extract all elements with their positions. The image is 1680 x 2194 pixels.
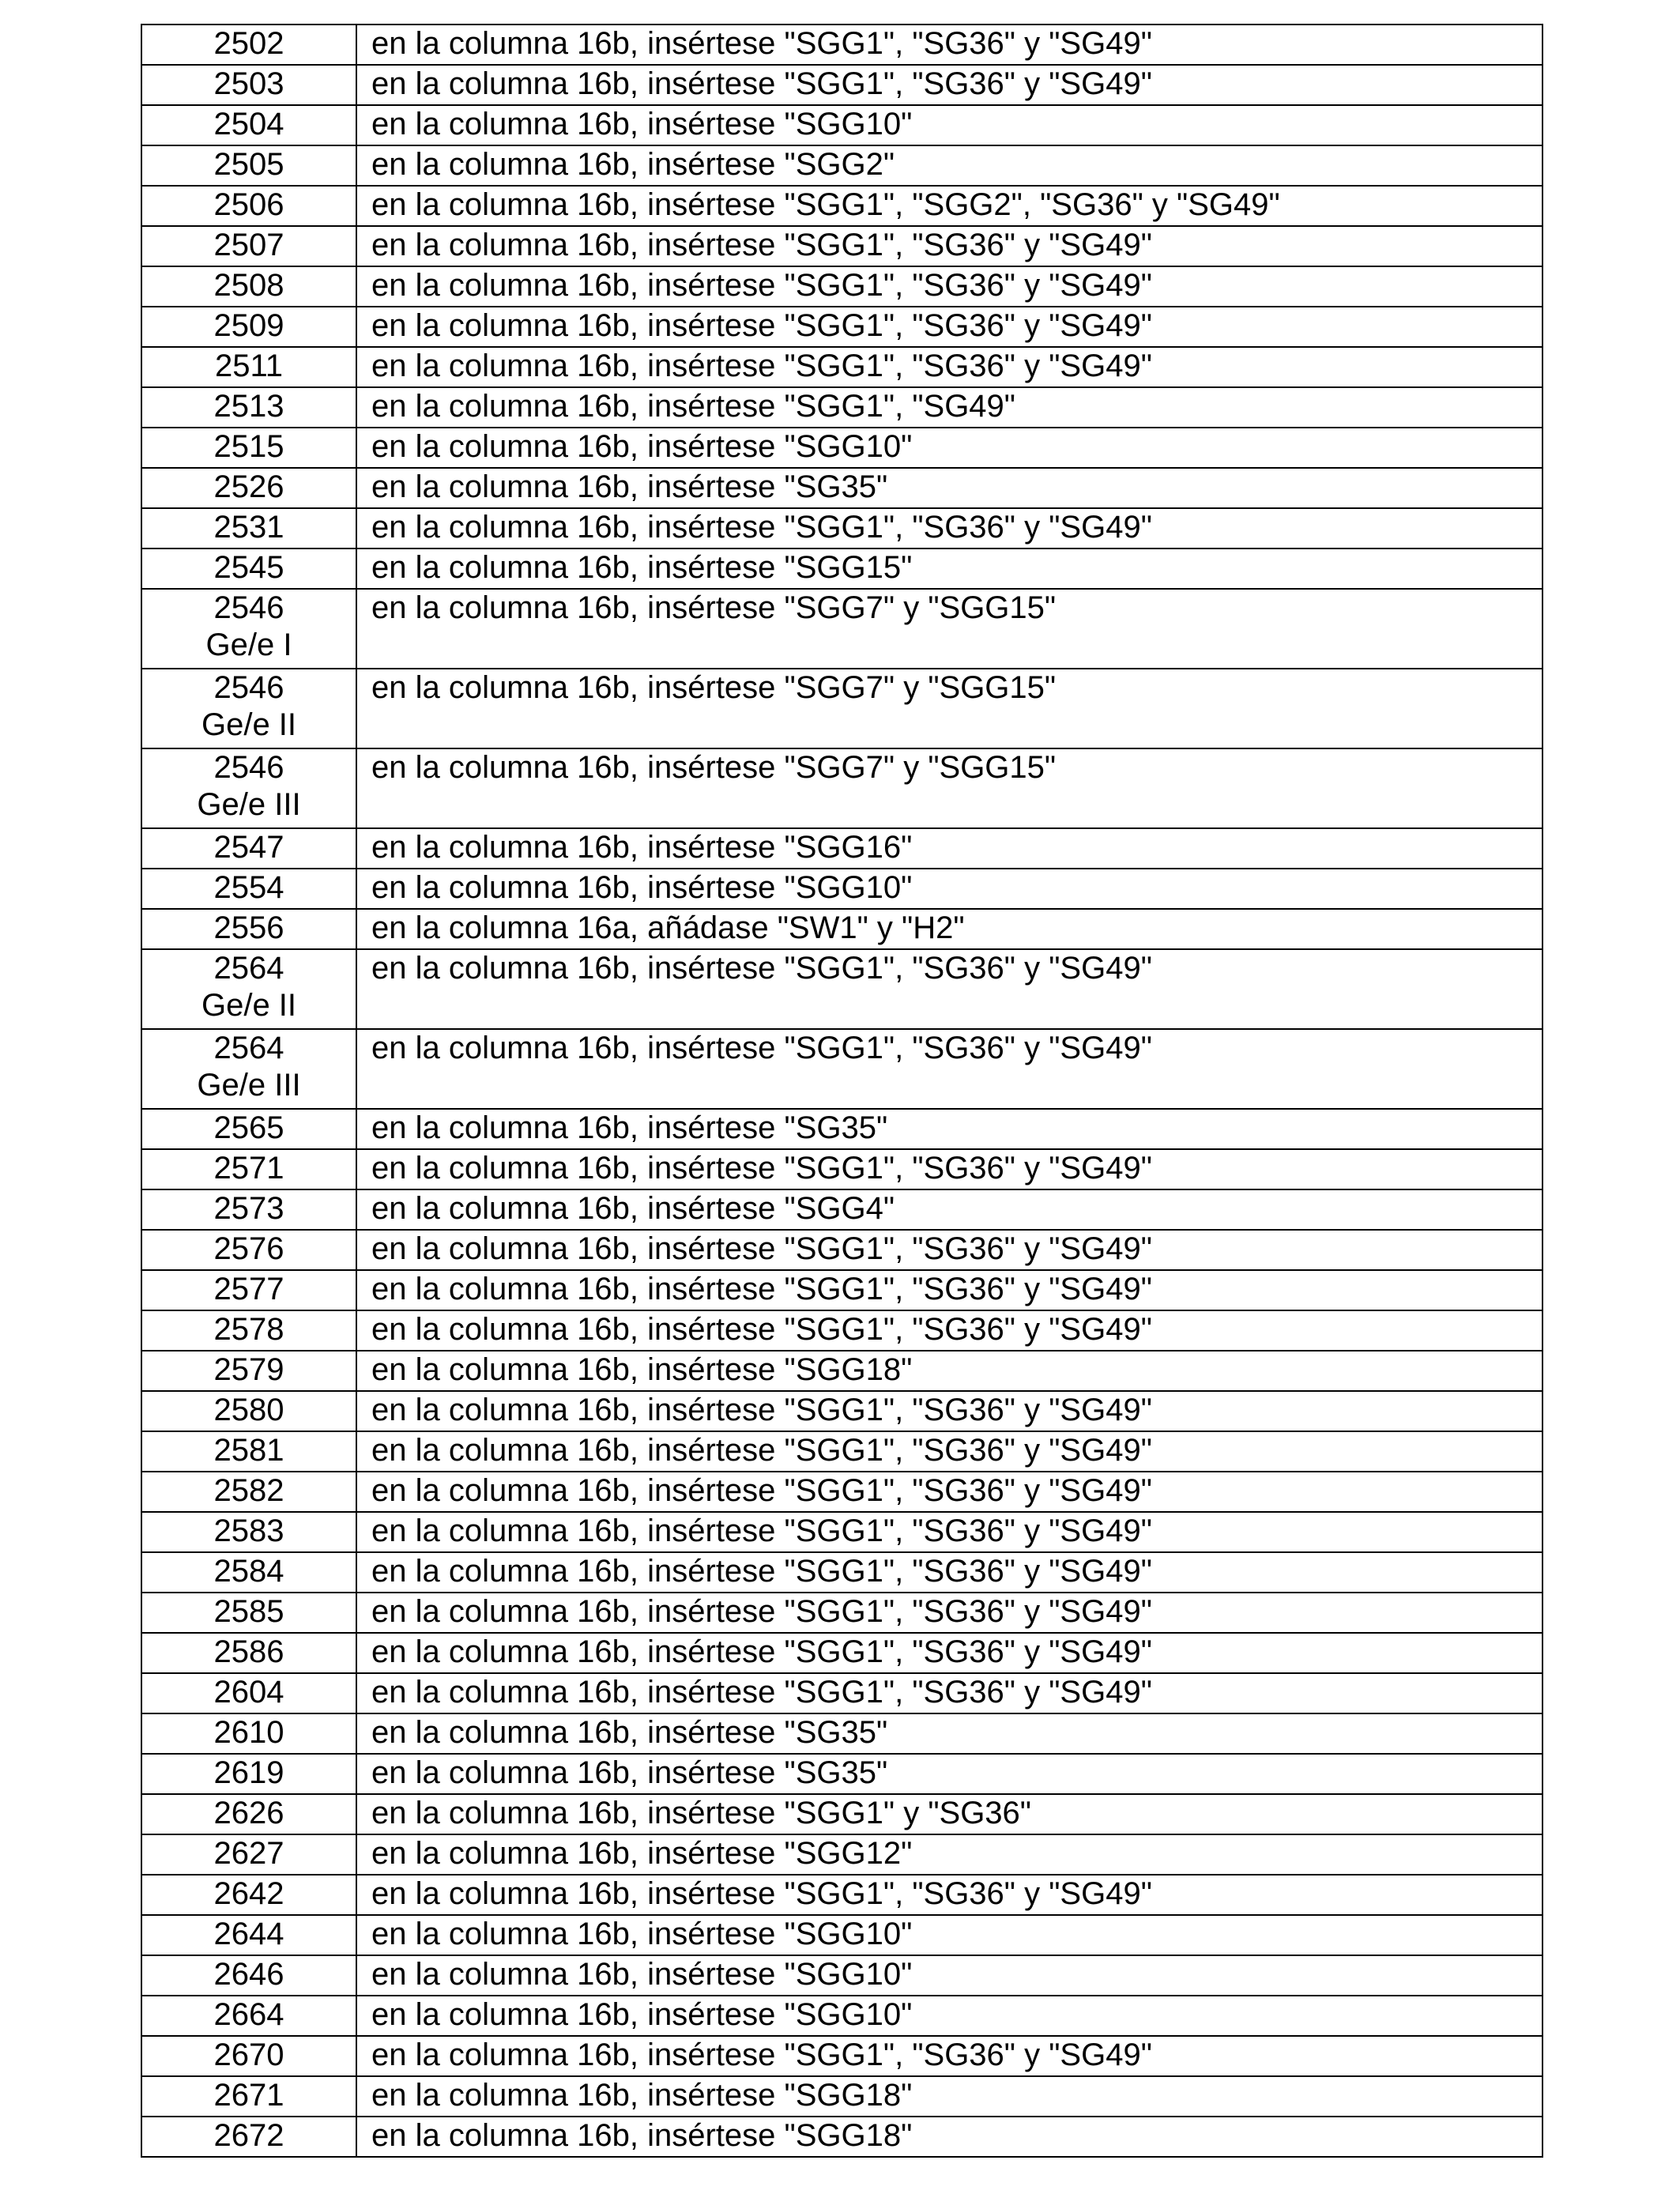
table-row	[141, 1189, 1543, 1230]
amendment-text: en la columna 16b, insértese "SGG10"	[371, 1917, 913, 1951]
un-number-qualifier: Ge/e II	[201, 707, 297, 742]
un-number-cell	[141, 2036, 356, 2076]
un-number: 2503	[213, 66, 284, 101]
amendment-text-cell	[356, 508, 1543, 548]
amendment-text: en la columna 16b, insértese "SGG1", "SG36" y "SG49"	[371, 2038, 1152, 2072]
un-number-cell	[141, 1834, 356, 1875]
un-number: 2644	[213, 1917, 284, 1951]
amendment-text: en la columna 16b, insértese "SGG1", "SG49"	[371, 389, 1015, 424]
amendment-text-cell	[356, 1593, 1543, 1633]
un-number: 2573	[213, 1191, 284, 1226]
amendment-text: en la columna 16b, insértese "SGG15"	[371, 550, 913, 585]
amendment-text-cell	[356, 1552, 1543, 1593]
amendment-text: en la columna 16b, insértese "SGG18"	[371, 1352, 913, 1387]
amendment-text-cell	[356, 1713, 1543, 1754]
table-row	[141, 869, 1543, 909]
amendment-text-cell	[356, 1633, 1543, 1673]
amendment-text-cell	[356, 589, 1543, 669]
un-number-cell	[141, 1552, 356, 1593]
amendment-text-cell	[356, 307, 1543, 347]
un-number-cell	[141, 828, 356, 869]
amendment-text-cell	[356, 1431, 1543, 1472]
un-number: 2504	[213, 107, 284, 141]
un-number: 2576	[213, 1231, 284, 1266]
un-number: 2626	[213, 1796, 284, 1830]
un-number: 2508	[213, 268, 284, 303]
amendment-text-cell	[356, 1794, 1543, 1834]
amendment-text-cell	[356, 226, 1543, 266]
table-row	[141, 1875, 1543, 1915]
un-number-cell	[141, 65, 356, 105]
un-number: 2577	[213, 1272, 284, 1306]
un-number: 2579	[213, 1352, 284, 1387]
amendment-text-cell	[356, 1512, 1543, 1552]
table-row	[141, 1915, 1543, 1955]
un-number-cell	[141, 2076, 356, 2117]
table-row	[141, 266, 1543, 307]
un-number: 2545	[213, 550, 284, 585]
amendment-text-cell	[356, 65, 1543, 105]
table-row	[141, 186, 1543, 226]
table-row	[141, 748, 1543, 828]
amendment-text-cell	[356, 347, 1543, 387]
table-row	[141, 1794, 1543, 1834]
amendment-text: en la columna 16b, insértese "SGG1", "SG36" y "SG49"	[371, 1393, 1152, 1427]
un-number-cell	[141, 1754, 356, 1794]
un-number-cell	[141, 1189, 356, 1230]
amendment-text: en la columna 16b, insértese "SGG1", "SG36" y "SG49"	[371, 1433, 1152, 1468]
amendment-text: en la columna 16b, insértese "SGG1", "SG36" y "SG49"	[371, 1312, 1152, 1347]
amendment-text-cell	[356, 387, 1543, 428]
un-number-cell	[141, 1029, 356, 1109]
amendment-text: en la columna 16b, insértese "SGG1" y "SG36"	[371, 1796, 1031, 1830]
amendment-text-cell	[356, 428, 1543, 468]
un-number: 2502	[213, 26, 284, 61]
amendment-text: en la columna 16a, añádase "SW1" y "H2"	[371, 910, 965, 945]
amendment-text: en la columna 16b, insértese "SGG1", "SG36" y "SG49"	[371, 228, 1152, 262]
table-row	[141, 669, 1543, 748]
table-row	[141, 1834, 1543, 1875]
un-number-cell	[141, 1149, 356, 1189]
amendment-text-cell	[356, 1351, 1543, 1391]
un-number-cell	[141, 1955, 356, 1996]
un-number-cell	[141, 25, 356, 65]
amendment-text: en la columna 16b, insértese "SGG1", "SG36" y "SG49"	[371, 268, 1152, 303]
amendment-text: en la columna 16b, insértese "SGG1", "SG36" y "SG49"	[371, 1473, 1152, 1508]
table-row	[141, 2036, 1543, 2076]
amendment-text: en la columna 16b, insértese "SGG18"	[371, 2118, 913, 2153]
un-number-cell	[141, 226, 356, 266]
amendment-text: en la columna 16b, insértese "SG35"	[371, 1715, 888, 1750]
amendment-text: en la columna 16b, insértese "SG35"	[371, 469, 888, 504]
amendment-text: en la columna 16b, insértese "SGG16"	[371, 830, 913, 865]
amendment-text-cell	[356, 1955, 1543, 1996]
amendment-text: en la columna 16b, insértese "SGG1", "SG36" y "SG49"	[371, 1151, 1152, 1186]
amendment-text: en la columna 16b, insértese "SGG1", "SG36" y "SG49"	[371, 26, 1152, 61]
un-number: 2505	[213, 147, 284, 182]
amendment-text-cell	[356, 1029, 1543, 1109]
table-row	[141, 1230, 1543, 1270]
amendment-text: en la columna 16b, insértese "SGG1", "SG36" y "SG49"	[371, 1634, 1152, 1669]
table-row	[141, 347, 1543, 387]
amendment-text-cell	[356, 1149, 1543, 1189]
table-row	[141, 1270, 1543, 1310]
un-number-cell	[141, 1713, 356, 1754]
table-row	[141, 1512, 1543, 1552]
un-number-cell	[141, 266, 356, 307]
un-number-cell	[141, 1391, 356, 1431]
un-number-cell	[141, 428, 356, 468]
amendment-text-cell	[356, 25, 1543, 65]
amendment-text: en la columna 16b, insértese "SGG1", "SG36" y "SG49"	[371, 1554, 1152, 1589]
amendment-text: en la columna 16b, insértese "SG35"	[371, 1110, 888, 1145]
un-number-cell	[141, 508, 356, 548]
un-number-cell	[141, 387, 356, 428]
un-number-cell	[141, 1633, 356, 1673]
table-row	[141, 65, 1543, 105]
amendment-text-cell	[356, 909, 1543, 949]
un-number-cell	[141, 589, 356, 669]
un-number-cell	[141, 1109, 356, 1149]
un-number-cell	[141, 1230, 356, 1270]
amendment-text-cell	[356, 1754, 1543, 1794]
amendment-text-cell	[356, 1189, 1543, 1230]
amendment-text: en la columna 16b, insértese "SGG1", "SG36" y "SG49"	[371, 349, 1152, 383]
amendment-text-cell	[356, 669, 1543, 748]
un-number: 2646	[213, 1957, 284, 1992]
un-number-cell	[141, 1673, 356, 1713]
un-number: 2564	[213, 951, 284, 986]
un-number-cell	[141, 1593, 356, 1633]
amendment-text: en la columna 16b, insértese "SGG10"	[371, 107, 913, 141]
un-number: 2671	[213, 2078, 284, 2113]
amendment-text: en la columna 16b, insértese "SGG1", "SG36" y "SG49"	[371, 1272, 1152, 1306]
un-number: 2526	[213, 469, 284, 504]
table-row	[141, 387, 1543, 428]
table-row	[141, 1109, 1543, 1149]
un-number: 2509	[213, 308, 284, 343]
un-number-cell	[141, 105, 356, 145]
table-row	[141, 428, 1543, 468]
table-row	[141, 1472, 1543, 1512]
table-row	[141, 589, 1543, 669]
table-row	[141, 548, 1543, 589]
un-number: 2571	[213, 1151, 284, 1186]
un-number: 2627	[213, 1836, 284, 1871]
un-number: 2580	[213, 1393, 284, 1427]
amendment-text-cell	[356, 2036, 1543, 2076]
un-number: 2584	[213, 1554, 284, 1589]
un-number-cell	[141, 1875, 356, 1915]
un-number: 2578	[213, 1312, 284, 1347]
un-number: 2515	[213, 429, 284, 464]
amendment-text: en la columna 16b, insértese "SGG7" y "SGG15"	[371, 670, 1057, 705]
table-row	[141, 909, 1543, 949]
un-number-cell	[141, 1431, 356, 1472]
amendment-text-cell	[356, 145, 1543, 186]
un-number: 2604	[213, 1675, 284, 1710]
amendment-text: en la columna 16b, insértese "SGG10"	[371, 1997, 913, 2032]
table-row	[141, 1593, 1543, 1633]
amendment-table	[141, 24, 1543, 2158]
amendment-text-cell	[356, 2076, 1543, 2117]
un-number: 2610	[213, 1715, 284, 1750]
un-number-cell	[141, 2117, 356, 2157]
amendment-text: en la columna 16b, insértese "SGG1", "SG36" y "SG49"	[371, 1231, 1152, 1266]
table-row	[141, 1029, 1543, 1109]
un-number-qualifier: Ge/e I	[205, 628, 292, 662]
amendment-text: en la columna 16b, insértese "SGG1", "SG36" y "SG49"	[371, 510, 1152, 545]
un-number: 2642	[213, 1876, 284, 1911]
table-row	[141, 145, 1543, 186]
un-number-cell	[141, 1472, 356, 1512]
un-number: 2585	[213, 1594, 284, 1629]
amendment-text-cell	[356, 2117, 1543, 2157]
amendment-text: en la columna 16b, insértese "SGG4"	[371, 1191, 895, 1226]
un-number-cell	[141, 186, 356, 226]
amendment-text: en la columna 16b, insértese "SGG10"	[371, 1957, 913, 1992]
amendment-text: en la columna 16b, insértese "SGG2"	[371, 147, 895, 182]
un-number-cell	[141, 669, 356, 748]
un-number-qualifier: Ge/e II	[201, 988, 297, 1023]
table-row	[141, 1955, 1543, 1996]
un-number: 2556	[213, 910, 284, 945]
amendment-text: en la columna 16b, insértese "SGG1", "SG36" y "SG49"	[371, 1594, 1152, 1629]
table-row	[141, 1754, 1543, 1794]
table-row	[141, 1351, 1543, 1391]
amendment-text-cell	[356, 1391, 1543, 1431]
table-row	[141, 828, 1543, 869]
un-number-qualifier: Ge/e III	[197, 1068, 301, 1103]
table-row	[141, 949, 1543, 1029]
un-number: 2506	[213, 187, 284, 222]
un-number: 2546	[213, 670, 284, 705]
amendment-text: en la columna 16b, insértese "SGG1", "SG36" y "SG49"	[371, 1876, 1152, 1911]
amendment-text: en la columna 16b, insértese "SGG7" y "SGG15"	[371, 590, 1057, 625]
un-number: 2507	[213, 228, 284, 262]
amendment-text-cell	[356, 869, 1543, 909]
un-number: 2619	[213, 1755, 284, 1790]
un-number-cell	[141, 949, 356, 1029]
amendment-text-cell	[356, 1472, 1543, 1512]
amendment-text: en la columna 16b, insértese "SGG18"	[371, 2078, 913, 2113]
amendment-text-cell	[356, 548, 1543, 589]
un-number-cell	[141, 1996, 356, 2036]
un-number: 2582	[213, 1473, 284, 1508]
un-number-cell	[141, 1270, 356, 1310]
amendment-text: en la columna 16b, insértese "SGG1", "SG36" y "SG49"	[371, 951, 1152, 986]
amendment-text-cell	[356, 105, 1543, 145]
amendment-text-cell	[356, 186, 1543, 226]
table-row	[141, 1431, 1543, 1472]
table-row	[141, 1149, 1543, 1189]
table-row	[141, 1673, 1543, 1713]
amendment-text-cell	[356, 1109, 1543, 1149]
un-number: 2583	[213, 1514, 284, 1548]
amendment-text-cell	[356, 748, 1543, 828]
table-row	[141, 1996, 1543, 2036]
amendment-text: en la columna 16b, insértese "SGG10"	[371, 870, 913, 905]
un-number-cell	[141, 1794, 356, 1834]
un-number-qualifier: Ge/e III	[197, 787, 301, 822]
amendment-text: en la columna 16b, insértese "SGG1", "SG36" y "SG49"	[371, 66, 1152, 101]
un-number: 2564	[213, 1031, 284, 1065]
un-number: 2546	[213, 750, 284, 785]
table-row	[141, 226, 1543, 266]
un-number: 2670	[213, 2038, 284, 2072]
amendment-text-cell	[356, 1270, 1543, 1310]
amendment-text-cell	[356, 1915, 1543, 1955]
amendment-text-cell	[356, 1310, 1543, 1351]
table-row	[141, 307, 1543, 347]
amendment-text: en la columna 16b, insértese "SGG7" y "SGG15"	[371, 750, 1057, 785]
amendment-text-cell	[356, 1834, 1543, 1875]
amendment-text: en la columna 16b, insértese "SGG1", "SG36" y "SG49"	[371, 308, 1152, 343]
amendment-table-body	[141, 25, 1543, 2157]
table-row	[141, 2076, 1543, 2117]
table-row	[141, 1713, 1543, 1754]
table-row	[141, 105, 1543, 145]
amendment-text: en la columna 16b, insértese "SGG1", "SG36" y "SG49"	[371, 1031, 1152, 1065]
amendment-text-cell	[356, 1996, 1543, 2036]
amendment-text: en la columna 16b, insértese "SG35"	[371, 1755, 888, 1790]
amendment-text: en la columna 16b, insértese "SGG1", "SG36" y "SG49"	[371, 1675, 1152, 1710]
table-row	[141, 1391, 1543, 1431]
table-row	[141, 2117, 1543, 2157]
un-number: 2547	[213, 830, 284, 865]
un-number-cell	[141, 1310, 356, 1351]
table-row	[141, 25, 1543, 65]
amendment-text-cell	[356, 828, 1543, 869]
un-number-cell	[141, 1915, 356, 1955]
amendment-text-cell	[356, 1230, 1543, 1270]
un-number: 2513	[213, 389, 284, 424]
table-row	[141, 508, 1543, 548]
un-number-cell	[141, 1351, 356, 1391]
amendment-text: en la columna 16b, insértese "SGG12"	[371, 1836, 913, 1871]
un-number: 2565	[213, 1110, 284, 1145]
un-number-cell	[141, 1512, 356, 1552]
un-number-cell	[141, 347, 356, 387]
un-number-cell	[141, 748, 356, 828]
amendment-text-cell	[356, 266, 1543, 307]
un-number: 2531	[213, 510, 284, 545]
amendment-text: en la columna 16b, insértese "SGG1", "SG36" y "SG49"	[371, 1514, 1152, 1548]
un-number-cell	[141, 145, 356, 186]
un-number-cell	[141, 548, 356, 589]
un-number-cell	[141, 468, 356, 508]
un-number: 2586	[213, 1634, 284, 1669]
amendment-text-cell	[356, 1673, 1543, 1713]
un-number: 2554	[213, 870, 284, 905]
amendment-text-cell	[356, 949, 1543, 1029]
table-row	[141, 468, 1543, 508]
table-row	[141, 1310, 1543, 1351]
un-number: 2511	[214, 349, 283, 383]
table-row	[141, 1633, 1543, 1673]
amendment-text-cell	[356, 468, 1543, 508]
un-number: 2664	[213, 1997, 284, 2032]
table-row	[141, 1552, 1543, 1593]
amendment-text-cell	[356, 1875, 1543, 1915]
un-number: 2672	[213, 2118, 284, 2153]
un-number-cell	[141, 909, 356, 949]
un-number: 2581	[213, 1433, 284, 1468]
un-number: 2546	[213, 590, 284, 625]
un-number-cell	[141, 869, 356, 909]
un-number-cell	[141, 307, 356, 347]
amendment-text: en la columna 16b, insértese "SGG10"	[371, 429, 913, 464]
amendment-text: en la columna 16b, insértese "SGG1", "SGG2", "SG36" y "SG49"	[371, 187, 1280, 222]
